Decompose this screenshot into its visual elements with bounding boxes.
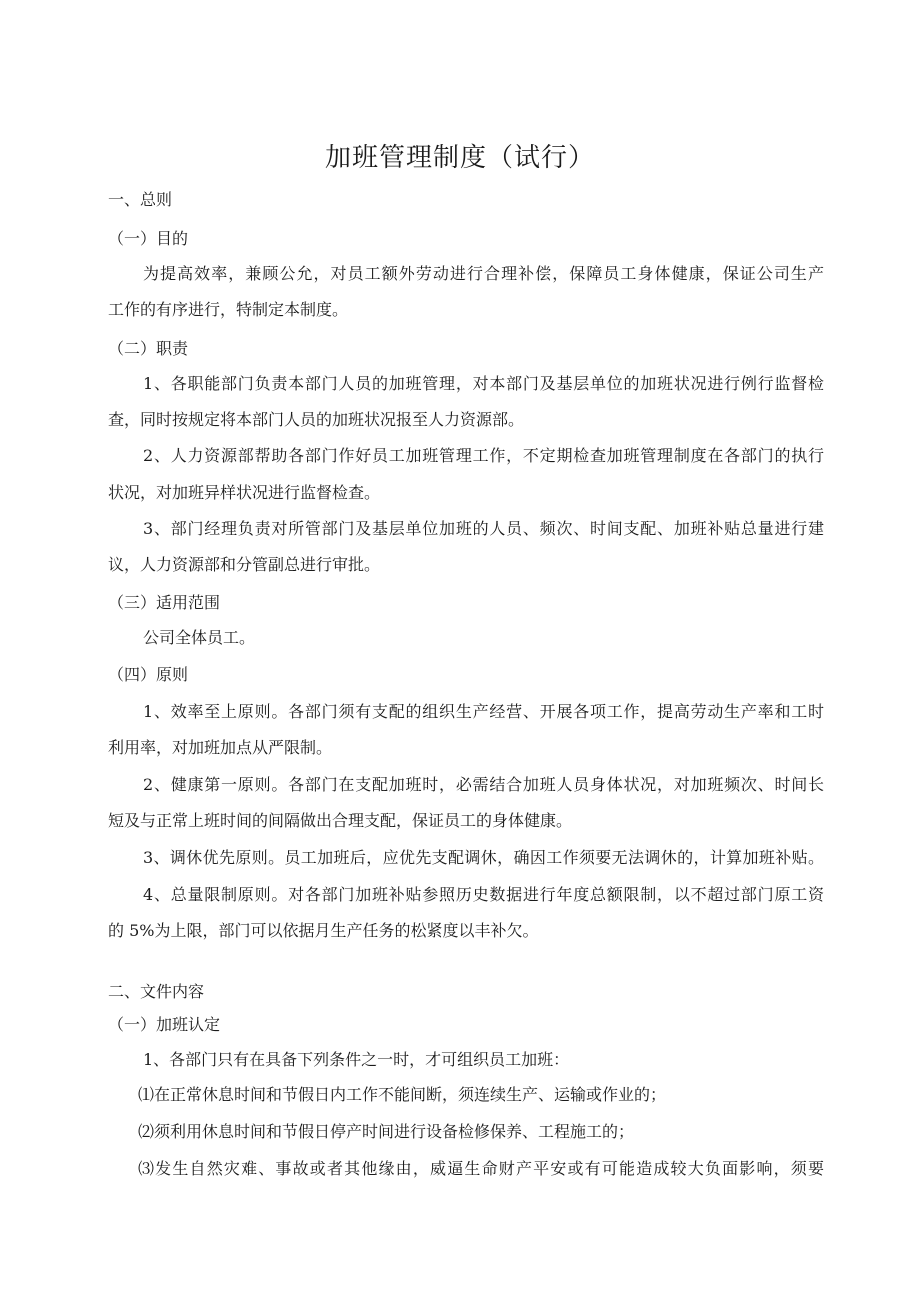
principles-item-4-line-1: 4、总量限制原则。对各部门加班补贴参照历史数据进行年度总额限制，以不超过部门原工资 bbox=[143, 885, 824, 904]
principles-item-1-line-2: 利用率，对加班加点从严限制。 bbox=[108, 738, 333, 757]
document-title: 加班管理制度（试行） bbox=[324, 143, 595, 173]
recognition-condition-3-line-1: ⑶发生自然灾难、事故或者其他缘由，威逼生命财产平安或有可能造成较大负面影响，须要 bbox=[138, 1159, 824, 1178]
subsection-heading-purpose: （一）目的 bbox=[108, 229, 189, 248]
principles-item-4-line-2: 的 5%为上限，部门可以依据月生产任务的松紧度以丰补欠。 bbox=[108, 921, 539, 940]
principles-item-3: 3、调休优先原则。员工加班后，应优先支配调休，确因工作须要无法调休的，计算加班补贴。 bbox=[143, 848, 824, 867]
duties-item-3-line-1: 3、部门经理负责对所管部门及基层单位加班的人员、频次、时间支配、加班补贴总量进行建 bbox=[143, 519, 824, 538]
subsection-heading-duties: （二）职责 bbox=[108, 339, 189, 358]
scope-paragraph: 公司全体员工。 bbox=[143, 628, 256, 647]
principles-item-2-line-1: 2、健康第一原则。各部门在支配加班时，必需结合加班人员身体状况，对加班频次、时间长 bbox=[143, 775, 824, 794]
duties-item-1-line-2: 查，同时按规定将本部门人员的加班状况报至人力资源部。 bbox=[108, 410, 525, 429]
duties-item-2-line-1: 2、人力资源部帮助各部门作好员工加班管理工作，不定期检查加班管理制度在各部门的执行 bbox=[143, 446, 824, 465]
subsection-heading-scope: （三）适用范围 bbox=[108, 593, 221, 612]
principles-item-2-line-2: 短及与正常上班时间的间隔做出合理支配，保证员工的身体健康。 bbox=[108, 811, 573, 830]
recognition-item-1: 1、各部门只有在具备下列条件之一时，才可组织员工加班： bbox=[143, 1050, 570, 1069]
recognition-condition-1: ⑴在正常休息时间和节假日内工作不能间断，须连续生产、运输或作业的； bbox=[138, 1085, 667, 1104]
section-heading-general: 一、总则 bbox=[108, 190, 173, 209]
duties-item-1-line-1: 1、各职能部门负责本部门人员的加班管理，对本部门及基层单位的加班状况进行例行监督检 bbox=[143, 374, 824, 393]
duties-item-2-line-2: 状况，对加班异样状况进行监督检查。 bbox=[108, 483, 381, 502]
purpose-paragraph-line-1: 为提高效率，兼顾公允，对员工额外劳动进行合理补偿，保障员工身体健康，保证公司生产 bbox=[143, 264, 824, 283]
subsection-heading-overtime-recognition: （一）加班认定 bbox=[108, 1015, 221, 1034]
subsection-heading-principles: （四）原则 bbox=[108, 665, 189, 684]
principles-item-1-line-1: 1、效率至上原则。各部门须有支配的组织生产经营、开展各项工作，提高劳动生产率和工时 bbox=[143, 702, 824, 721]
section-heading-content: 二、文件内容 bbox=[108, 982, 205, 1001]
recognition-condition-2: ⑵须利用休息时间和节假日停产时间进行设备检修保养、工程施工的； bbox=[138, 1122, 635, 1141]
purpose-paragraph-line-2: 工作的有序进行，特制定本制度。 bbox=[108, 300, 349, 319]
duties-item-3-line-2: 议，人力资源部和分管副总进行审批。 bbox=[108, 555, 381, 574]
